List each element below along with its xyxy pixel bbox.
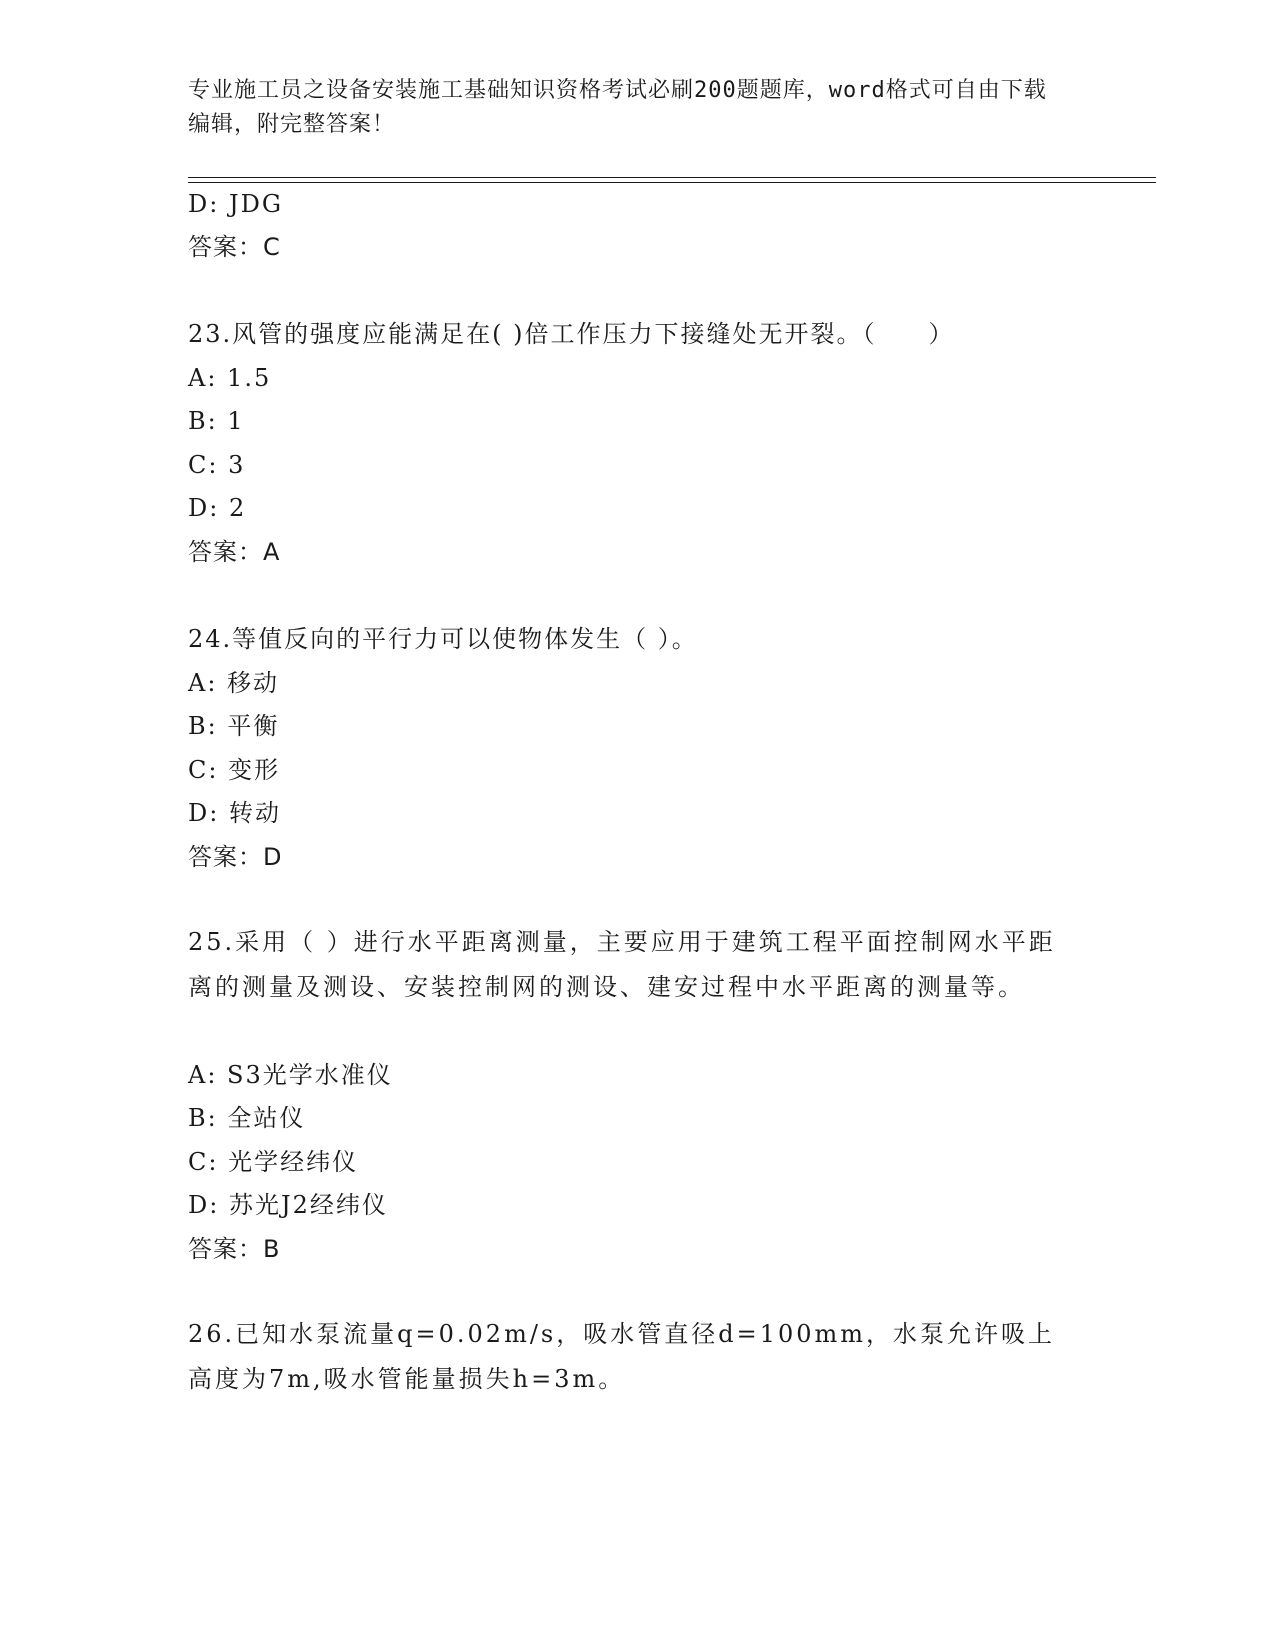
- q23-option-a: A: 1.5: [188, 364, 272, 392]
- q22-answer: 答案：C: [188, 233, 281, 261]
- q23-answer: 答案：A: [188, 538, 281, 566]
- q22-option-d: D: JDG: [188, 190, 283, 218]
- q23-option-b: B: 1: [188, 407, 245, 435]
- q25-option-b: B: 全站仪: [188, 1104, 306, 1132]
- q24-option-d: D: 转动: [188, 799, 281, 827]
- q24-question: 24.等值反向的平行力可以使物体发生（ ）。: [188, 625, 698, 653]
- header-divider-bottom: [188, 182, 1156, 183]
- q24-option-c: C: 变形: [188, 756, 281, 784]
- q24-option-a: A: 移动: [188, 669, 280, 697]
- q25-question: 25.采用（ ）进行水平距离测量，主要应用于建筑工程平面控制网水平距离的测量及测设、安装控制网的测设、建安过程中水平距离的测量等。: [188, 928, 1056, 1001]
- q25-answer: 答案：B: [188, 1235, 281, 1263]
- q23-option-d: D: 2: [188, 494, 247, 522]
- q25-option-d: D: 苏光J2经纬仪: [188, 1191, 388, 1219]
- q25-option-a: A: S3光学水准仪: [188, 1061, 393, 1089]
- q23-question: 23.风管的强度应能满足在( )倍工作压力下接缝处无开裂。（ ）: [188, 320, 955, 348]
- q25-option-c: C: 光学经纬仪: [188, 1148, 359, 1176]
- document-header: 专业施工员之设备安装施工基础知识资格考试必刷200题题库，word格式可自由下载编辑，附完整答案！: [188, 78, 1047, 137]
- q24-option-b: B: 平衡: [188, 712, 280, 740]
- q26-question: 26.已知水泵流量q=0.02m/s，吸水管直径d=100mm，水泵允许吸上高度为7m,吸水管能量损失h=3m。: [188, 1320, 1056, 1393]
- header-divider-top: [188, 177, 1156, 178]
- q24-answer: 答案：D: [188, 843, 283, 871]
- q23-option-c: C: 3: [188, 451, 246, 479]
